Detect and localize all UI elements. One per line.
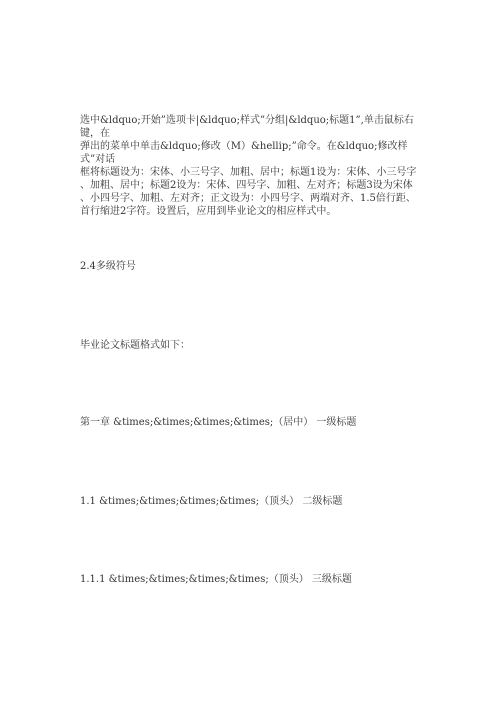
body-paragraph bbox=[80, 114, 422, 218]
paragraph-line: 框将标题设为：宋体、小三号字、加粗、居中；标题1设为：宋体、小三号字 bbox=[80, 167, 417, 178]
heading-level-1-example: 第一章 &times;&times;&times;&times;（居中） 一级标题 bbox=[80, 417, 357, 428]
section-heading: 2.4多级符号 bbox=[80, 261, 136, 272]
format-intro: 毕业论文标题格式如下： bbox=[80, 340, 190, 351]
paragraph-line: 、加粗、居中；标题2设为：宋体、四号字、加粗、左对齐；标题3设为宋体 bbox=[80, 180, 413, 191]
paragraph-line: 选中&ldquo;开始”选项卡|&ldquo;样式”分组|&ldquo;标题1”,单击鼠标右键，在 bbox=[80, 115, 414, 139]
paragraph-line: 首行缩进2字符。设置后，应用到毕业论文的相应样式中。 bbox=[80, 206, 337, 217]
heading-level-3-example: 1.1.1 &times;&times;&times;&times;（顶头） 三级标题 bbox=[80, 574, 352, 585]
paragraph-line: 、小四号字、加粗、左对齐；正文设为：小四号字、两端对齐、1.5倍行距、 bbox=[80, 193, 416, 204]
heading-level-2-example: 1.1 &times;&times;&times;&times;（顶头） 二级标题 bbox=[80, 496, 343, 507]
paragraph-line: 弹出的菜单中单击&ldquo;修改（M）&hellip;”命令。在&ldquo;修改样式”对话 bbox=[80, 141, 408, 165]
